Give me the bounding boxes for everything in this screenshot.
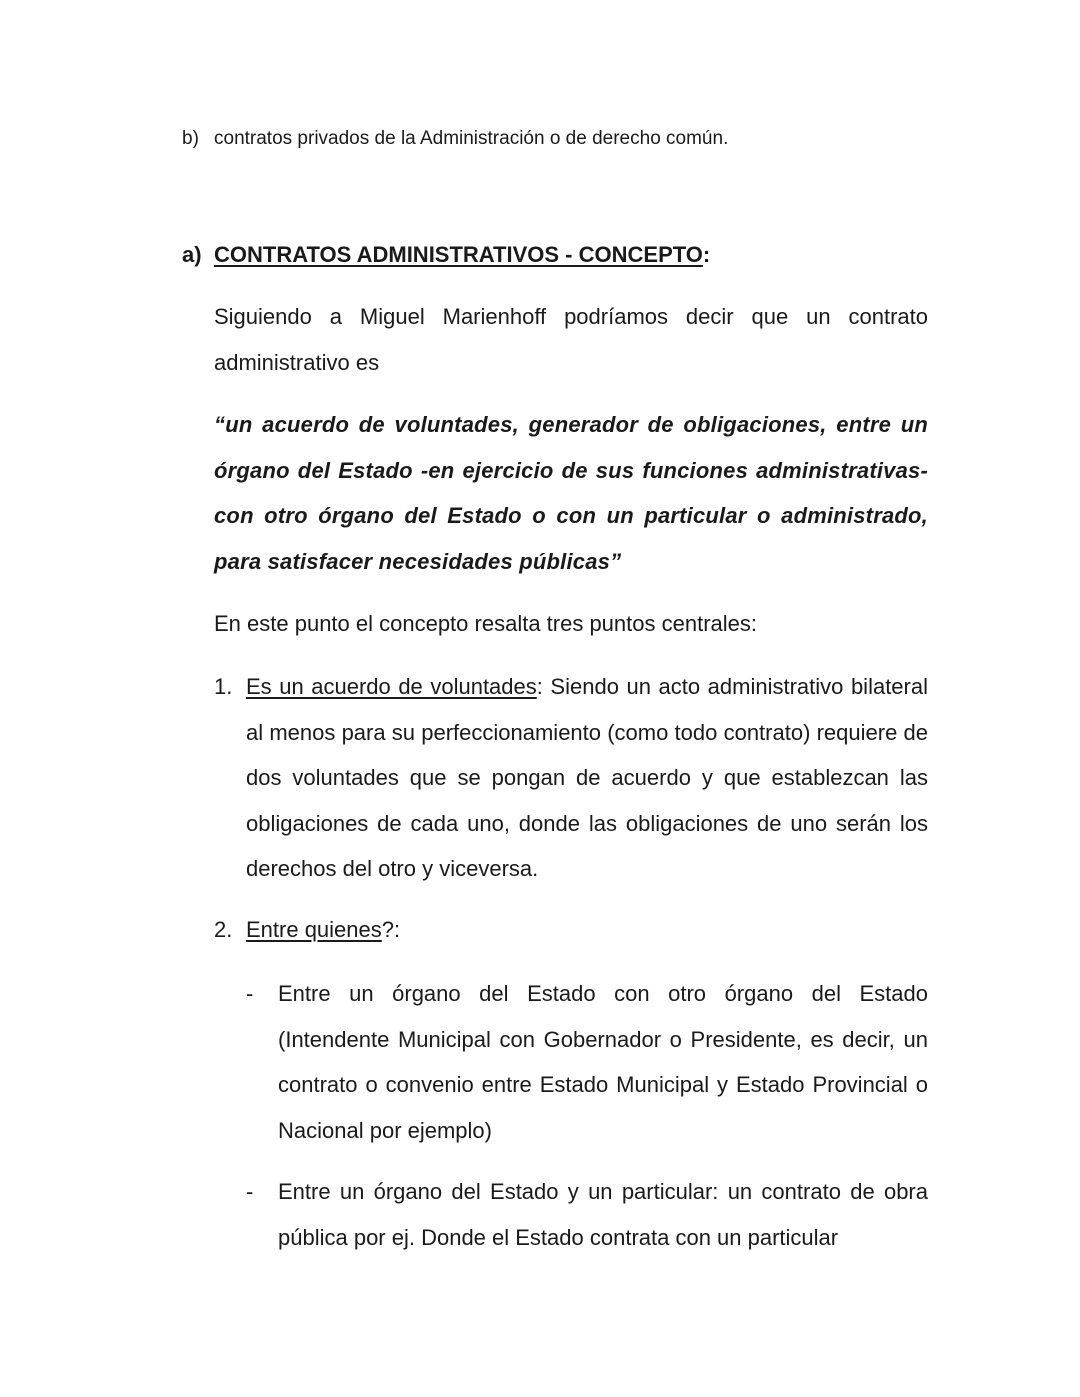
dash-marker: - — [246, 1179, 254, 1204]
list-item-b — [182, 126, 728, 152]
dash-item — [246, 1169, 928, 1260]
item-text: : Siendo un acto administrativo bilateral al menos para su perfeccionamiento (como todo contrato) requiere de dos voluntades que se pongan de acuerdo y que establezcan las obligaciones de cada uno, donde las obligaciones de uno serán los derechos del otro y viceversa. — [246, 674, 928, 881]
dash-marker: - — [246, 981, 254, 1006]
definition-quote: “un acuerdo de voluntades, generador de obligaciones, entre un órgano del Estado -en ejercicio de sus funciones administrativas- con otro órgano del Estado o con un particular o administrado, para satisfacer necesidades públicas” — [214, 412, 928, 574]
numbered-item — [214, 664, 928, 892]
dash-item — [246, 971, 928, 1153]
item-number: 2. — [214, 917, 233, 942]
section-title: CONTRATOS ADMINISTRATIVOS - CONCEPTO — [214, 242, 703, 267]
item-body — [246, 907, 928, 953]
section-marker: a) — [182, 242, 202, 267]
list-item-text: contratos privados de la Administración o de derecho común. — [214, 128, 729, 149]
item-text: ?: — [381, 917, 401, 942]
list-marker: b) — [182, 128, 199, 149]
section-title-suffix: : — [702, 242, 711, 267]
item-title: Entre quienes — [246, 917, 382, 942]
item-body — [246, 664, 928, 892]
summary-paragraph: En este punto el concepto resalta tres puntos centrales: — [214, 611, 757, 636]
item-title: Es un acuerdo de voluntades — [246, 674, 537, 699]
intro-paragraph: Siguiendo a Miguel Marienhoff podríamos decir que un contrato administrativo es — [214, 304, 928, 375]
item-number: 1. — [214, 674, 233, 699]
dash-item-text: Entre un órgano del Estado y un particular: un contrato de obra pública por ej. Donde el Estado contrata con un particular — [278, 1179, 928, 1250]
section-heading — [182, 240, 710, 270]
numbered-item — [214, 907, 928, 953]
dash-item-text: Entre un órgano del Estado con otro órgano del Estado (Intendente Municipal con Gobernador o Presidente, es decir, un contrato o convenio entre Estado Municipal y Estado Provincial o Nacional por ejemplo) — [278, 981, 928, 1143]
